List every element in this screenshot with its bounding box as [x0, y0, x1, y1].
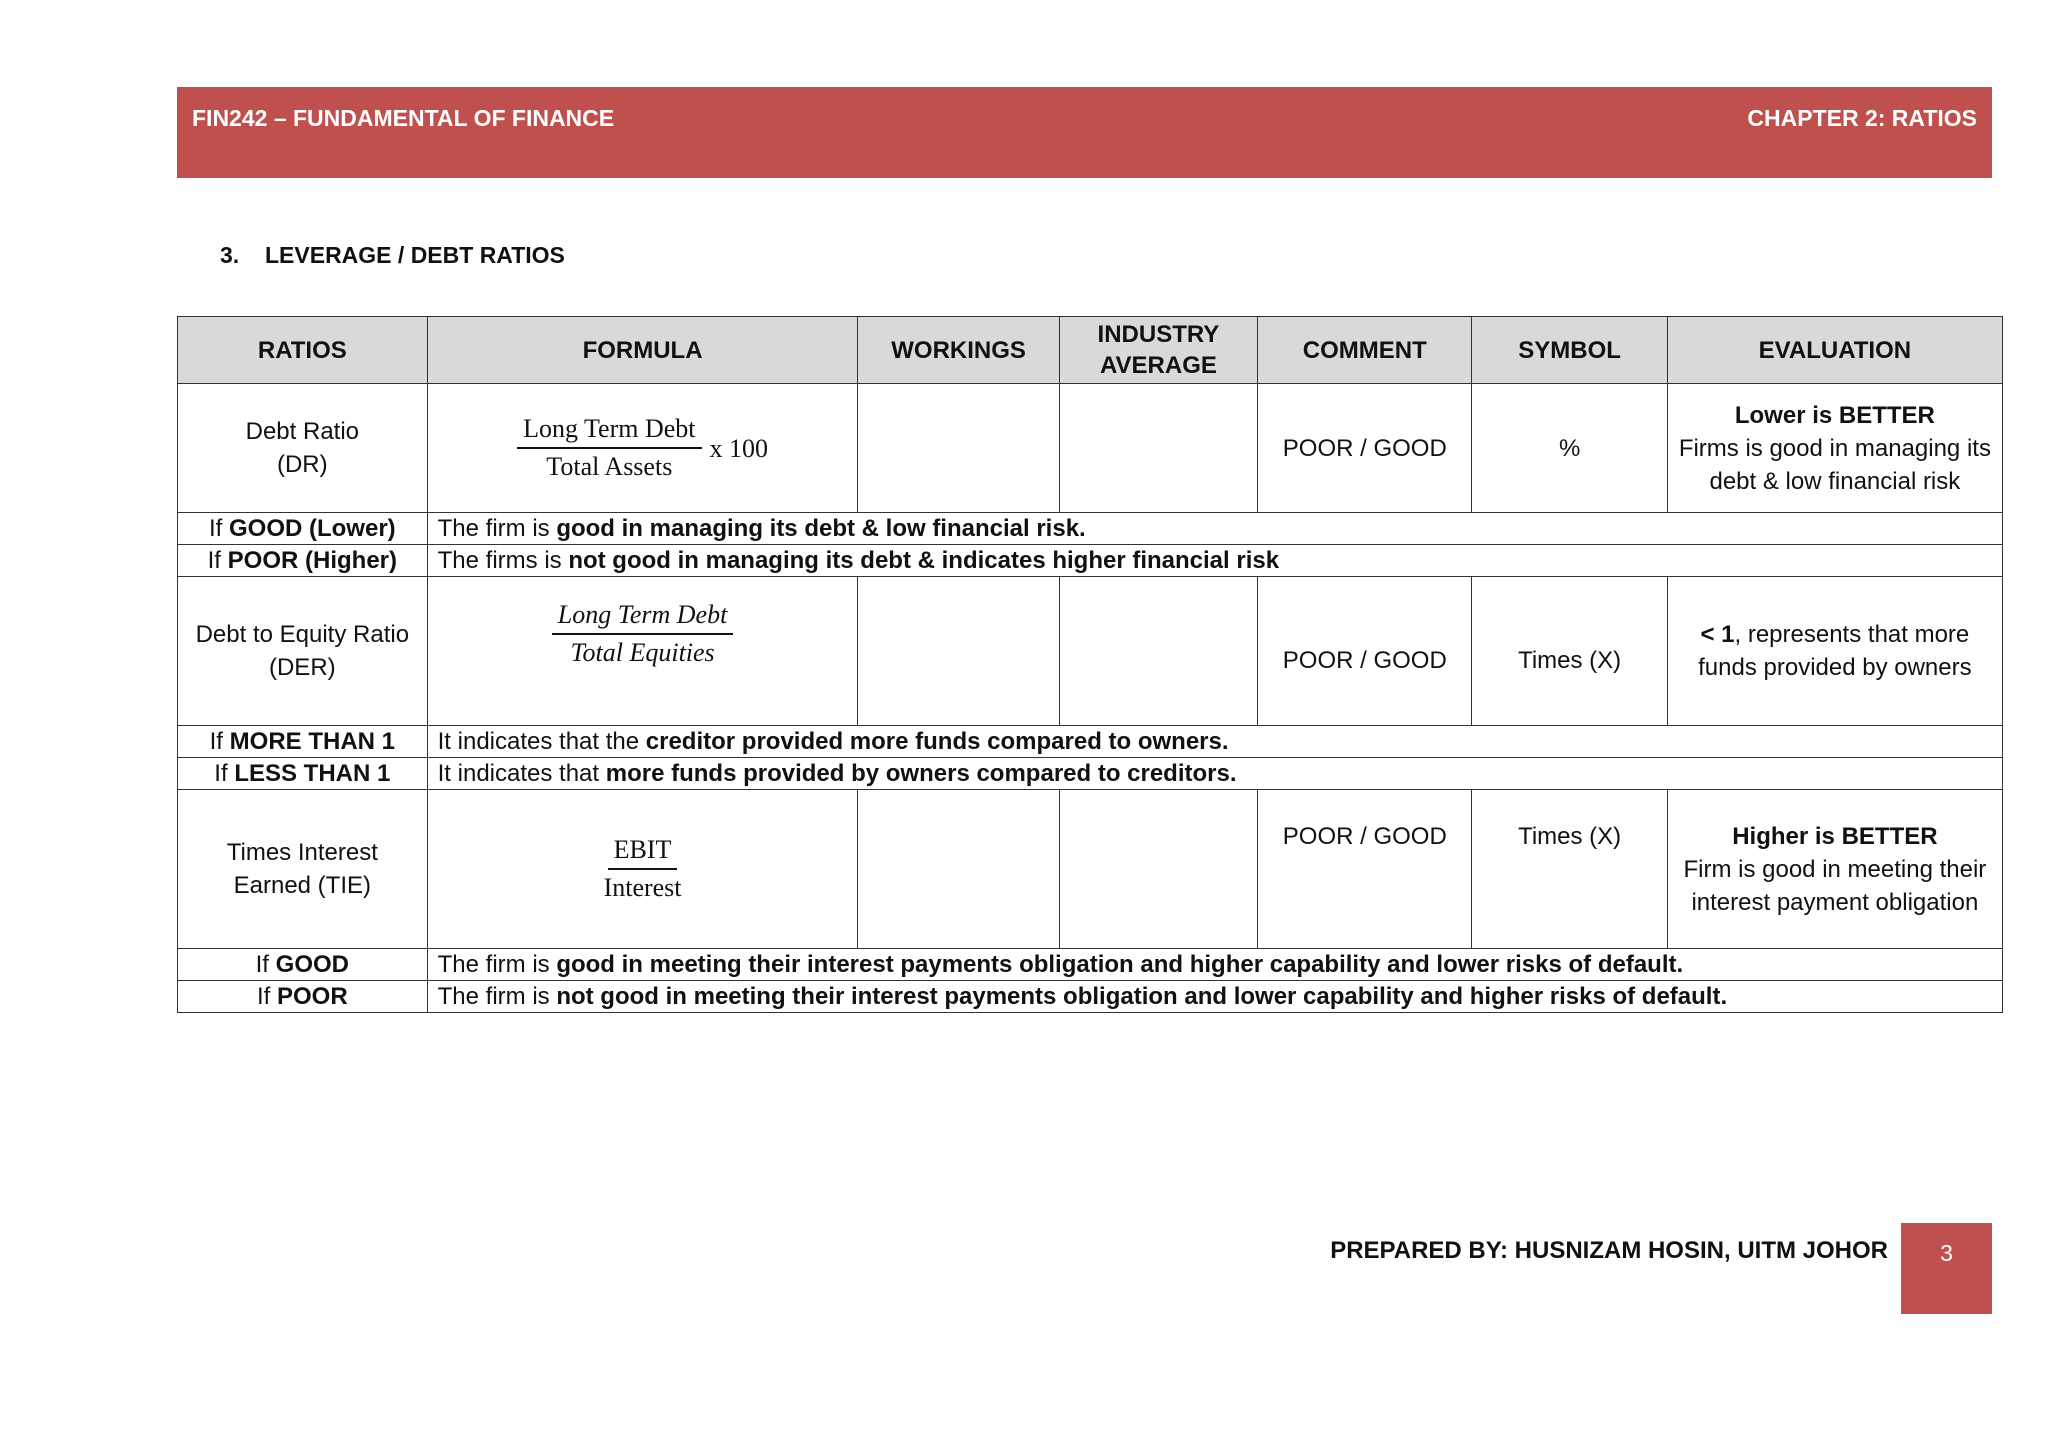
col-header-evaluation: EVALUATION [1667, 317, 2002, 384]
condition-prefix: If [214, 760, 235, 787]
ratio-name [178, 577, 428, 726]
table-row [178, 577, 2003, 726]
table-row [178, 790, 2003, 949]
comment-cell: POOR / GOOD [1258, 384, 1472, 513]
section-title [220, 242, 565, 269]
ratio-name-line1: Debt to Equity Ratio [195, 621, 410, 648]
condition-cell [178, 758, 428, 790]
ratio-name-line1: Debt Ratio [245, 418, 360, 445]
industry-average-cell [1059, 384, 1257, 513]
interpretation-cell [427, 949, 2002, 981]
col-header-symbol: SYMBOL [1472, 317, 1667, 384]
table-row [178, 949, 2003, 981]
workings-cell [858, 384, 1059, 513]
page-header [177, 87, 1992, 178]
condition-cell [178, 949, 428, 981]
evaluation-cell [1667, 577, 2002, 726]
comment-cell: POOR / GOOD [1258, 577, 1472, 726]
interpretation-cell [427, 758, 2002, 790]
table-row [178, 384, 2003, 513]
table-row [178, 981, 2003, 1013]
workings-cell [858, 790, 1059, 949]
formula-denominator: Total Equities [570, 638, 715, 667]
leverage-ratios-table [177, 316, 2003, 1013]
page-number: 3 [1901, 1223, 1992, 1314]
col-header-ratios: RATIOS [178, 317, 428, 384]
condition-label: GOOD (Lower) [228, 515, 396, 542]
interpretation-emphasis: good in meeting their interest payments obligation and higher capability and lower risks of default. [556, 951, 1684, 978]
industry-average-label: INDUSTRY AVERAGE [1097, 321, 1220, 379]
ratio-name [178, 384, 428, 513]
interpretation-text: The firm is [437, 951, 557, 978]
condition-label: GOOD [275, 951, 349, 978]
formula-denominator: Total Assets [546, 452, 673, 481]
table-row [178, 545, 2003, 577]
condition-prefix: If [208, 515, 229, 542]
interpretation-cell [427, 545, 2002, 577]
condition-prefix: If [207, 547, 228, 574]
section-number: 3. [220, 242, 240, 268]
condition-cell [178, 981, 428, 1013]
condition-label: LESS THAN 1 [234, 760, 391, 787]
comment-cell: POOR / GOOD [1258, 790, 1472, 949]
interpretation-emphasis: not good in managing its debt & indicates higher financial risk [568, 547, 1280, 574]
col-header-formula: FORMULA [427, 317, 858, 384]
prepared-by: PREPARED BY: HUSNIZAM HOSIN, UITM JOHOR [1330, 1237, 1888, 1264]
evaluation-text: , represents that more funds provided by owners [1698, 621, 1972, 681]
interpretation-text: The firm is [437, 983, 557, 1010]
formula-cell [427, 790, 858, 949]
industry-average-cell [1059, 577, 1257, 726]
col-header-comment: COMMENT [1258, 317, 1472, 384]
table-row [178, 513, 2003, 545]
condition-cell [178, 513, 428, 545]
col-header-industry-average [1059, 317, 1257, 384]
condition-prefix: If [255, 951, 276, 978]
formula-fraction [598, 832, 688, 906]
condition-label: POOR (Higher) [227, 547, 397, 574]
formula-fraction [552, 597, 734, 671]
evaluation-text: Firms is good in managing its debt & low financial risk [1678, 434, 1991, 495]
evaluation-heading: < 1 [1700, 621, 1735, 648]
formula-denominator: Interest [603, 873, 682, 902]
section-heading: LEVERAGE / DEBT RATIOS [265, 242, 565, 268]
condition-prefix: If [256, 983, 277, 1010]
interpretation-text: The firm is [437, 515, 557, 542]
evaluation-cell [1667, 384, 2002, 513]
workings-cell [858, 577, 1059, 726]
ratio-abbrev: (DR) [276, 451, 328, 478]
table-row [178, 758, 2003, 790]
ratio-abbrev: (DER) [268, 654, 336, 681]
table-header-row [178, 317, 2003, 384]
interpretation-emphasis: creditor provided more funds compared to owners. [645, 728, 1229, 755]
table-row [178, 726, 2003, 758]
symbol-cell: Times (X) [1472, 790, 1667, 949]
symbol-cell: Times (X) [1472, 577, 1667, 726]
interpretation-emphasis: good in managing its debt & low financial risk. [556, 515, 1086, 542]
formula-numerator: Long Term Debt [517, 411, 701, 449]
interpretation-cell [427, 981, 2002, 1013]
course-title: FIN242 – FUNDAMENTAL OF FINANCE [192, 105, 615, 131]
condition-label: MORE THAN 1 [229, 728, 395, 755]
evaluation-heading: Higher is BETTER [1732, 822, 1938, 850]
condition-prefix: If [209, 728, 230, 755]
interpretation-cell [427, 726, 2002, 758]
formula-cell [427, 577, 858, 726]
formula-fraction [517, 411, 701, 485]
interpretation-cell [427, 513, 2002, 545]
condition-cell [178, 545, 428, 577]
interpretation-text: It indicates that [437, 760, 606, 787]
ratio-name [178, 790, 428, 949]
symbol-cell: % [1472, 384, 1667, 513]
interpretation-emphasis: more funds provided by owners compared to creditors. [605, 760, 1237, 787]
formula-numerator: EBIT [608, 832, 678, 870]
chapter-title: CHAPTER 2: RATIOS [1747, 105, 1977, 131]
formula-cell [427, 384, 858, 513]
interpretation-text: It indicates that the [437, 728, 646, 755]
formula-numerator: Long Term Debt [552, 597, 734, 635]
interpretation-text: The firms is [437, 547, 569, 574]
industry-average-cell [1059, 790, 1257, 949]
evaluation-heading: Lower is BETTER [1734, 401, 1935, 429]
ratio-abbrev: Earned (TIE) [233, 872, 372, 899]
interpretation-emphasis: not good in meeting their interest payments obligation and lower capability and higher risks of default. [556, 983, 1728, 1010]
ratio-name-line1: Times Interest [226, 839, 378, 866]
formula-multiplier: x 100 [709, 433, 769, 463]
evaluation-text: Firm is good in meeting their interest payment obligation [1683, 855, 1987, 916]
evaluation-cell [1667, 790, 2002, 949]
col-header-workings: WORKINGS [858, 317, 1059, 384]
condition-cell [178, 726, 428, 758]
condition-label: POOR [276, 983, 348, 1010]
